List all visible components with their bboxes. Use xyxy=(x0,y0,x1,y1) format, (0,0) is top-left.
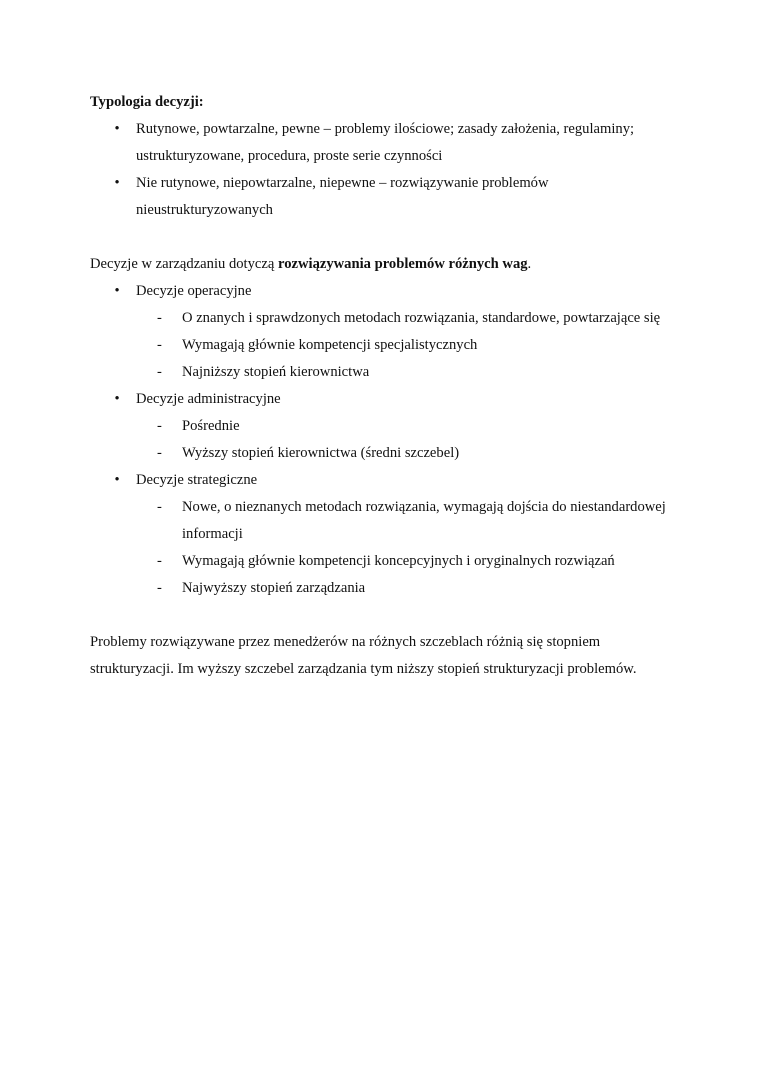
sub-list-item xyxy=(90,332,680,359)
sub-list xyxy=(136,305,680,386)
list-item-text: Decyzje administracyjne xyxy=(136,391,281,407)
sub-list-item xyxy=(90,305,680,332)
decision-types-list xyxy=(90,116,680,224)
sub-list-item-text: Wymagają głównie kompetencji specjalistycznych xyxy=(182,337,478,353)
list-item-operational xyxy=(90,278,680,386)
list-item-text: Nie rutynowe, niepowtarzalne, niepewne – rozwiązywanie problemów nieustrukturyzowanych xyxy=(136,175,549,218)
list-item-strategic xyxy=(90,467,680,602)
dash-icon: - xyxy=(157,310,162,326)
dash-icon: - xyxy=(157,445,162,461)
sub-list-item-text: Nowe, o nieznanych metodach rozwiązania, wymagają dojścia do niestandardowej informacji xyxy=(182,499,666,542)
spacer xyxy=(90,224,680,251)
sub-list-item-text: Najniższy stopień kierownictwa xyxy=(182,364,370,380)
dash-icon: - xyxy=(157,418,162,434)
sub-list xyxy=(136,413,680,467)
list-item-text: Decyzje operacyjne xyxy=(136,283,252,299)
sub-list-item-text: O znanych i sprawdzonych metodach rozwiązania, standardowe, powtarzające się xyxy=(182,310,661,326)
document-content xyxy=(90,89,680,683)
bullet-icon: • xyxy=(114,283,120,299)
bullet-icon: • xyxy=(114,121,120,137)
sub-list-item xyxy=(90,575,680,602)
list-item-administrative xyxy=(90,386,680,467)
intro-bold-text: rozwiązywania problemów różnych wag xyxy=(277,256,528,272)
dash-icon: - xyxy=(157,499,162,515)
bullet-icon: • xyxy=(114,391,120,407)
dash-icon: - xyxy=(157,364,162,380)
sub-list-item-text: Najwyższy stopień zarządzania xyxy=(182,580,366,596)
closing-paragraph: Problemy rozwiązywane przez menedżerów na różnych szczeblach różnią się stopniem strukturyzacji. Im wyższy szczebel zarządzania tym niższy stopień strukturyzacji problemów. xyxy=(90,634,637,677)
bullet-icon: • xyxy=(114,472,120,488)
sub-list-item-text: Pośrednie xyxy=(182,418,240,434)
sub-list xyxy=(136,494,680,602)
list-item xyxy=(90,170,680,224)
dash-icon: - xyxy=(157,580,162,596)
sub-list-item-text: Wyższy stopień kierownictwa (średni szczebel) xyxy=(182,445,460,461)
intro-paragraph xyxy=(90,251,680,278)
spacer xyxy=(90,602,680,629)
list-item-text: Rutynowe, powtarzalne, pewne – problemy ilościowe; zasady założenia, regulaminy; ustrukturyzowane, procedura, proste serie czynności xyxy=(136,121,635,164)
sub-list-item xyxy=(90,548,680,575)
bullet-icon: • xyxy=(114,175,120,191)
decision-levels-list xyxy=(90,278,680,602)
dash-icon: - xyxy=(157,553,162,569)
sub-list-item xyxy=(90,440,680,467)
dash-icon: - xyxy=(157,337,162,353)
sub-list-item xyxy=(90,413,680,440)
sub-list-item xyxy=(90,359,680,386)
sub-list-item-text: Wymagają głównie kompetencji koncepcyjnych i oryginalnych rozwiązań xyxy=(182,553,615,569)
intro-end: . xyxy=(527,256,532,272)
list-item xyxy=(90,116,680,170)
sub-list-item xyxy=(90,494,680,548)
list-item-text: Decyzje strategiczne xyxy=(136,472,258,488)
section-heading: Typologia decyzji: xyxy=(90,94,204,110)
intro-text: Decyzje w zarządzaniu dotyczą xyxy=(90,256,278,272)
